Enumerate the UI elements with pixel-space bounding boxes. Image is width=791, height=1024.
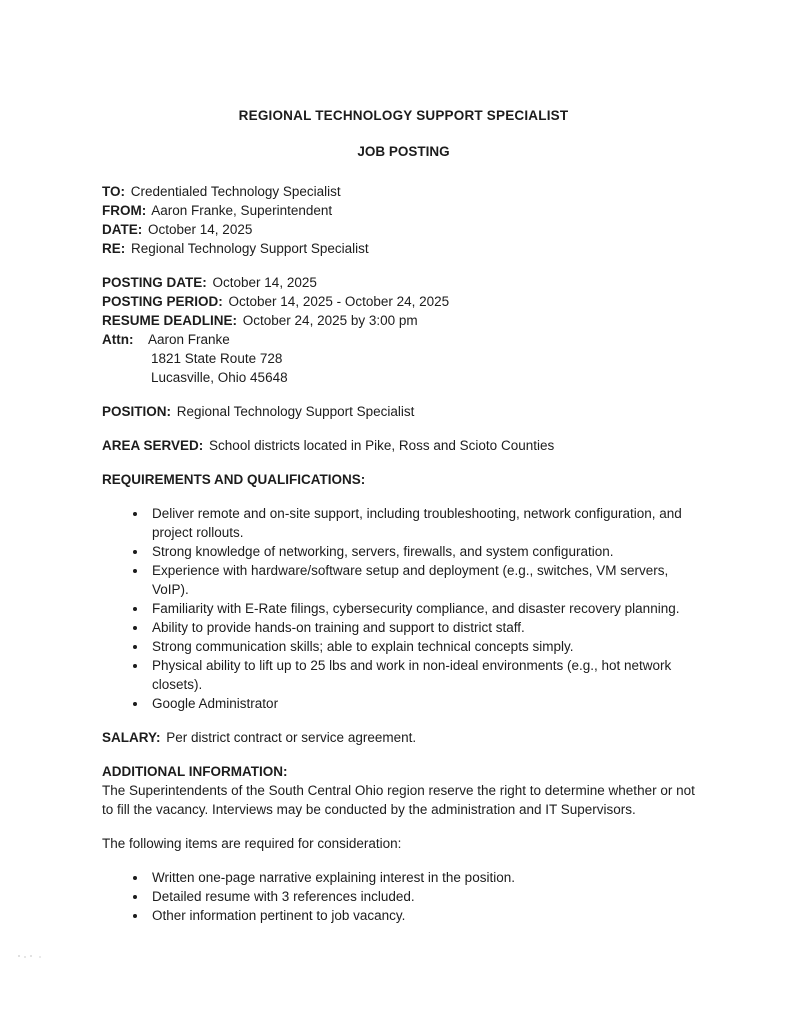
- requirement-item: • Ability to provide hands-on training and support to district staff.: [148, 618, 705, 637]
- field-value: School districts located in Pike, Ross and Scioto Counties: [209, 438, 555, 453]
- requirement-item: • Deliver remote and on-site support, including troubleshooting, network configuration, and project rollouts.: [148, 504, 705, 542]
- salary-field: [102, 728, 705, 747]
- field-value: Regional Technology Support Specialist: [176, 404, 415, 419]
- resume-deadline-field: [102, 311, 705, 330]
- memo-field-to: [102, 182, 705, 201]
- attn-label: Attn:: [102, 332, 134, 347]
- consideration-list: [102, 868, 705, 925]
- field-value: October 14, 2025: [148, 222, 253, 237]
- requirements-heading: REQUIREMENTS AND QUALIFICATIONS:: [102, 472, 366, 487]
- posting-details: [102, 273, 705, 387]
- requirement-item: • Physical ability to lift up to 25 lbs and work in non-ideal environments (e.g., hot network closets).: [148, 656, 705, 694]
- scan-artifact: [18, 955, 20, 957]
- posting-date-field: [102, 273, 705, 292]
- memo-field-from: [102, 201, 705, 220]
- requirement-item: • Strong communication skills; able to explain technical concepts simply.: [148, 637, 705, 656]
- attn-row: [102, 330, 705, 349]
- requirements-list: [102, 504, 705, 713]
- field-value: Credentialed Technology Specialist: [130, 184, 341, 199]
- attn-address-line: 1821 State Route 728: [151, 351, 283, 366]
- field-label: POSTING PERIOD:: [102, 294, 223, 309]
- field-label: AREA SERVED:: [102, 438, 204, 453]
- memo-header: [102, 182, 705, 258]
- requirement-item: • Experience with hardware/software setup and deployment (e.g., switches, VM servers, VoIP).: [148, 561, 705, 599]
- field-label: FROM:: [102, 203, 147, 218]
- additional-information-section: [102, 762, 705, 819]
- consideration-item: • Other information pertinent to job vacancy.: [148, 906, 705, 925]
- attn-name: Aaron Franke: [148, 332, 230, 347]
- requirement-item: • Google Administrator: [148, 694, 705, 713]
- attn-address-line: Lucasville, Ohio 45648: [151, 370, 288, 385]
- field-label: DATE:: [102, 222, 143, 237]
- consideration-item: • Written one-page narrative explaining interest in the position.: [148, 868, 705, 887]
- position-field: [102, 402, 705, 421]
- field-label: SALARY:: [102, 730, 161, 745]
- posting-period-field: [102, 292, 705, 311]
- field-label: POSTING DATE:: [102, 275, 207, 290]
- field-label: TO:: [102, 184, 125, 199]
- additional-information-body: The Superintendents of the South Central Ohio region reserve the right to determine whether or not to fill the vacancy. Interviews may be conducted by the administration and IT Supervisors.: [102, 783, 695, 817]
- consideration-item: • Detailed resume with 3 references included.: [148, 887, 705, 906]
- field-label: POSITION:: [102, 404, 172, 419]
- field-value: Regional Technology Support Specialist: [131, 241, 369, 256]
- field-value: Per district contract or service agreement.: [166, 730, 417, 745]
- field-label: RESUME DEADLINE:: [102, 313, 238, 328]
- consideration-intro: The following items are required for consideration:: [102, 836, 402, 851]
- doc-title: REGIONAL TECHNOLOGY SUPPORT SPECIALIST: [238, 108, 569, 123]
- memo-field-re: [102, 239, 705, 258]
- memo-field-date: [102, 220, 705, 239]
- field-label: RE:: [102, 241, 126, 256]
- requirement-item: • Strong knowledge of networking, servers, firewalls, and system configuration.: [148, 542, 705, 561]
- additional-information-heading: ADDITIONAL INFORMATION:: [102, 764, 288, 779]
- doc-subtitle: JOB POSTING: [357, 144, 450, 159]
- requirement-item: • Familiarity with E-Rate filings, cybersecurity compliance, and disaster recovery planning.: [148, 599, 705, 618]
- field-value: October 24, 2025 by 3:00 pm: [242, 313, 418, 328]
- area-served-field: [102, 436, 705, 455]
- field-value: October 14, 2025: [212, 275, 317, 290]
- field-value: October 14, 2025 - October 24, 2025: [228, 294, 450, 309]
- field-value: Aaron Franke, Superintendent: [151, 203, 333, 218]
